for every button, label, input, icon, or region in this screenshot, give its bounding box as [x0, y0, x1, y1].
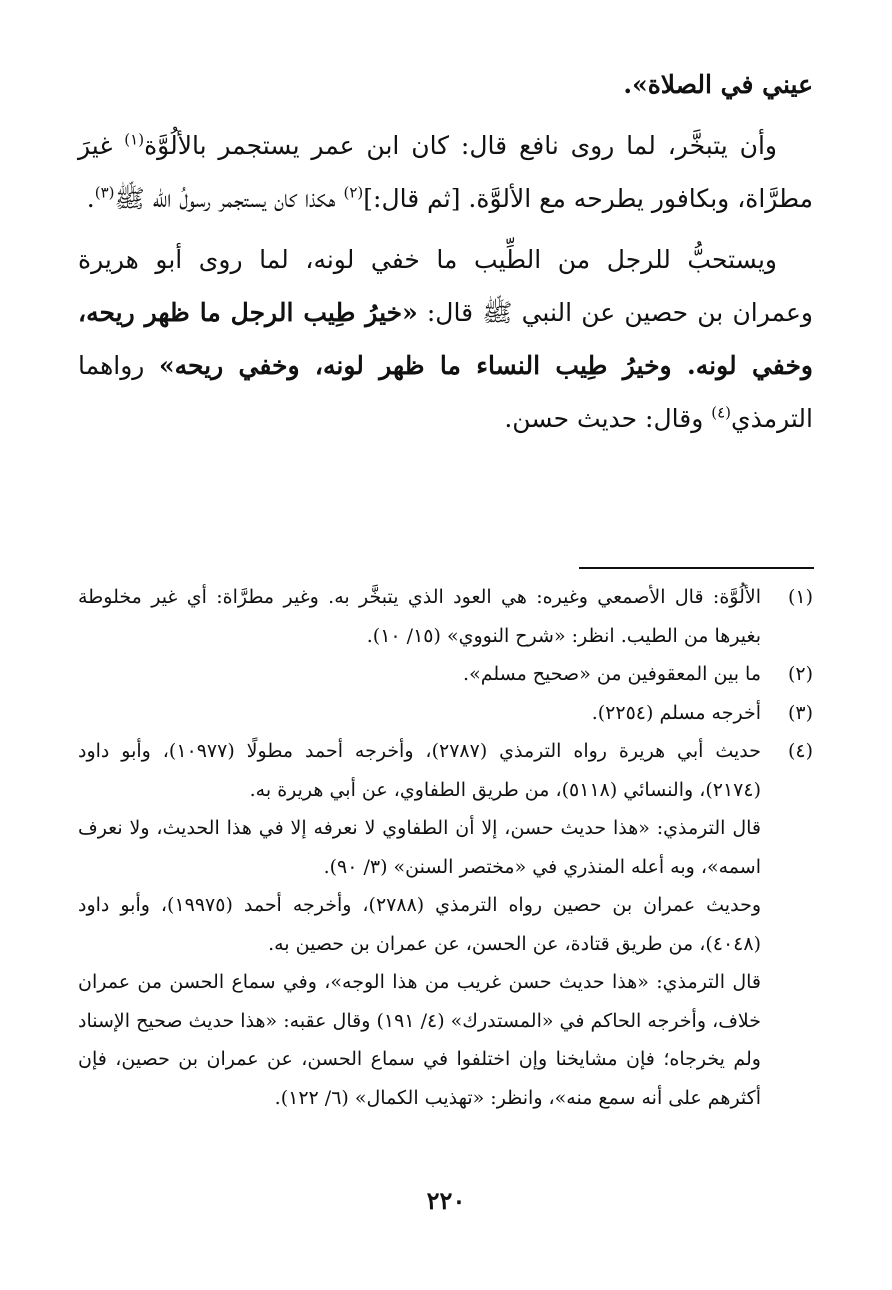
paragraph-2	[78, 119, 813, 225]
page-number: ٢٢٠	[426, 1186, 466, 1215]
page-body	[78, 58, 813, 453]
paragraph-2-text-a: وأن يتبخَّر، لما روى نافع قال: كان ابن عمر يستجمر بالألُوَّة	[144, 131, 777, 160]
footnote-text: أخرجه مسلم (٢٢٥٤).	[591, 701, 761, 724]
paragraph-2-text-c: هكذا كان يستجمر رسولُ الله ﷺ	[114, 184, 336, 213]
footnote-3	[78, 694, 813, 733]
paragraph-3	[78, 233, 813, 445]
footnote-4	[78, 732, 813, 1117]
paragraph-2-text-d: .	[86, 184, 95, 213]
footnote-number: (٢)	[787, 663, 813, 685]
footnote-ref-4[interactable]: (٤)	[711, 403, 732, 422]
hadith-quote: «خيرُ طِيب الرجل ما ظهر ريحه، وخفي لونه. وخيرُ طِيب النساء ما ظهر لونه، وخفي ريحه»	[78, 298, 813, 380]
footnotes-section	[78, 578, 813, 1117]
paragraph-1: عيني في الصلاة».	[623, 70, 813, 99]
footnote-ref-3[interactable]: (٣)	[94, 183, 115, 202]
footnote-number: (٤)	[787, 740, 813, 762]
paragraph-3-text-b: رواهما الترمذي	[78, 351, 813, 433]
main-text	[78, 58, 813, 445]
footnote-number: (١)	[787, 586, 813, 608]
footnote-number: (٣)	[787, 701, 813, 724]
footnote-text: قال الترمذي: «هذا حديث حسن، إلا أن الطفاوي لا نعرفه إلا في هذا الحديث، ولا نعرف اسمه»، وبه أعله المنذري في «مختصر السنن» (٣/ ٩٠).	[78, 817, 761, 878]
paragraph-3-text-c: وقال: حديث حسن.	[504, 404, 712, 433]
footnote-text: الألُوَّة: قال الأصمعي وغيره: هي العود الذي يتبخَّر به. وغير مطرَّاة: أي غير مخلوطة بغيرها من الطيب. انظر: «شرح النووي» (١٥/ ١٠).	[78, 586, 761, 647]
paragraph-3-text-a: ويستحبُّ للرجل من الطِّيب ما خفي لونه، لما روى أبو هريرة وعمران بن حصين عن النبي ﷺ قال:	[78, 245, 813, 327]
footnote-text: قال الترمذي: «هذا حديث حسن غريب من هذا الوجه»، وفي سماع الحسن من عمران خلاف، وأخرجه الحاكم في «المستدرك» (٤/ ١٩١) وقال عقبه: «هذا حديث صحيح الإسناد ولم يخرجاه؛ فإن مشايخنا وإن اختلفوا في سماع الحسن، عن عمران بن حصين، فإن أكثرهم على أنه سمع منه»، وانظر: «تهذيب الكمال» (٦/ ١٢٢).	[78, 971, 761, 1109]
footnote-text: ما بين المعقوفين من «صحيح مسلم».	[463, 663, 761, 685]
footnote-ref-1[interactable]: (١)	[124, 130, 145, 149]
footnote-text: وحديث عمران بن حصين رواه الترمذي (٢٧٨٨)، وأخرجه أحمد (١٩٩٧٥)، وأبو داود (٤٠٤٨)، من طريق قتادة، عن الحسن، عن عمران بن حصين به.	[78, 894, 761, 955]
footnote-2	[78, 655, 813, 694]
paragraph-2-text-b: غيرَ مطرَّاة، وبكافور يطرحه مع الألوَّة. [ثم قال:]	[78, 131, 813, 213]
footnote-1	[78, 578, 813, 655]
footnote-separator	[579, 567, 814, 569]
footnote-ref-2[interactable]: (٢)	[343, 183, 364, 202]
footnote-text: حديث أبي هريرة رواه الترمذي (٢٧٨٧)، وأخرجه أحمد مطولًا (١٠٩٧٧)، وأبو داود (٢١٧٤)، والنسائي (٥١١٨)، من طريق الطفاوي، عن أبي هريرة به.	[78, 740, 761, 801]
